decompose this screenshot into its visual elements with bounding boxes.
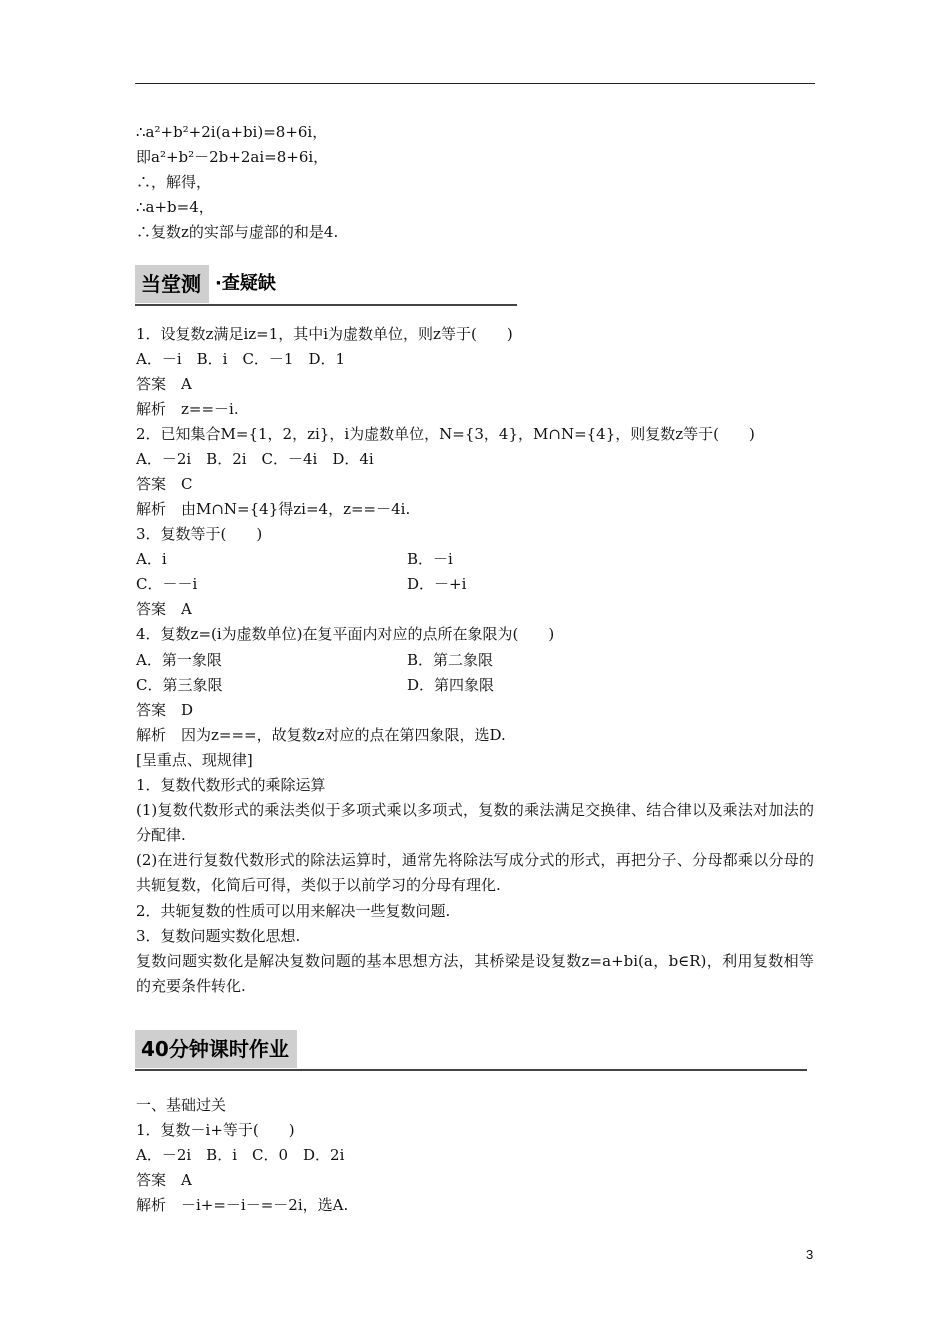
homework-q1-stem: 1．复数－i+等于( ) xyxy=(136,1121,295,1139)
q4-analysis: 解析 因为z===，故复数z对应的点在第四象限，选D. xyxy=(136,726,506,744)
q4-option-c: C．第三象限 xyxy=(136,676,223,694)
q1-analysis: 解析 z==－i. xyxy=(136,400,239,418)
intro-line-5: ∴复数z的实部与虚部的和是4. xyxy=(136,223,339,241)
summary-point-1-1: (1)复数代数形式的乘法类似于多项式乘以多项式，复数的乘法满足交换律、结合律以及乘法对加法的分配律. xyxy=(136,801,814,844)
homework-q1-analysis: 解析 －i+=－i－=－2i，选A. xyxy=(136,1196,349,1214)
section-header-homework xyxy=(135,1030,807,1068)
q2-analysis: 解析 由M∩N={4}得zi=4，z==－4i. xyxy=(136,500,411,518)
intro-line-1: ∴a²+b²+2i(a+bi)=8+6i， xyxy=(136,123,328,141)
homework-heading: 一、基础过关 xyxy=(136,1096,227,1114)
q4-answer: 答案 D xyxy=(136,701,194,719)
homework-q1-options: A．－2i B．i C．0 D．2i xyxy=(136,1146,345,1164)
q1-stem: 1．设复数z满足iz=1，其中i为虚数单位，则z等于( ) xyxy=(136,325,513,343)
q1-options: A．－i B．i C．－1 D．1 xyxy=(136,350,346,368)
section-rule xyxy=(135,304,517,306)
q2-options: A．－2i B．2i C．－4i D．4i xyxy=(136,450,374,468)
section-label: 当堂测 xyxy=(135,265,209,303)
summary-point-3-detail: 复数问题实数化是解决复数问题的基本思想方法，其桥梁是设复数z=a+bi(a，b∈R)，利用复数相等的充要条件转化. xyxy=(136,952,814,995)
q2-answer: 答案 C xyxy=(136,475,193,493)
q3-answer: 答案 A xyxy=(136,600,192,618)
q3-option-a: A．i xyxy=(136,550,167,568)
q3-option-b: B．－i xyxy=(407,550,453,568)
q3-option-c: C．－－i xyxy=(136,575,198,593)
summary-point-1-2: (2)在进行复数代数形式的除法运算时，通常先将除法写成分式的形式，再把分子、分母都乘以分母的共轭复数，化简后可得，类似于以前学习的分母有理化. xyxy=(136,851,814,894)
summary-point-1: 1．复数代数形式的乘除运算 xyxy=(136,776,326,794)
summary-point-3: 3．复数问题实数化思想. xyxy=(136,927,301,945)
section-rule xyxy=(135,1069,807,1071)
q3-option-d: D．－+i xyxy=(407,575,467,593)
q1-answer: 答案 A xyxy=(136,375,192,393)
header-rule xyxy=(135,83,815,84)
q4-option-b: B．第二象限 xyxy=(407,651,494,669)
section-sublabel: ·查疑缺 xyxy=(215,273,276,294)
section-label: 40分钟课时作业 xyxy=(135,1030,297,1068)
section-header-practice xyxy=(135,265,517,303)
q4-option-a: A．第一象限 xyxy=(136,651,222,669)
summary-heading: [呈重点、现规律] xyxy=(136,751,253,769)
summary-point-2: 2．共轭复数的性质可以用来解决一些复数问题. xyxy=(136,902,451,920)
intro-line-2: 即a²+b²－2b+2ai=8+6i， xyxy=(136,148,329,166)
page-number: 3 xyxy=(806,1247,814,1262)
q4-option-d: D．第四象限 xyxy=(407,676,495,694)
q3-stem: 3．复数等于( ) xyxy=(136,525,263,543)
q4-stem: 4．复数z=(i为虚数单位)在复平面内对应的点所在象限为( ) xyxy=(136,625,555,643)
homework-q1-answer: 答案 A xyxy=(136,1171,192,1189)
intro-line-4: ∴a+b=4， xyxy=(136,198,214,216)
q2-stem: 2．已知集合M={1，2，zi}，i为虚数单位，N={3，4}，M∩N={4}，则复数z等于( ) xyxy=(136,425,755,443)
intro-line-3: ∴，解得， xyxy=(136,173,212,191)
